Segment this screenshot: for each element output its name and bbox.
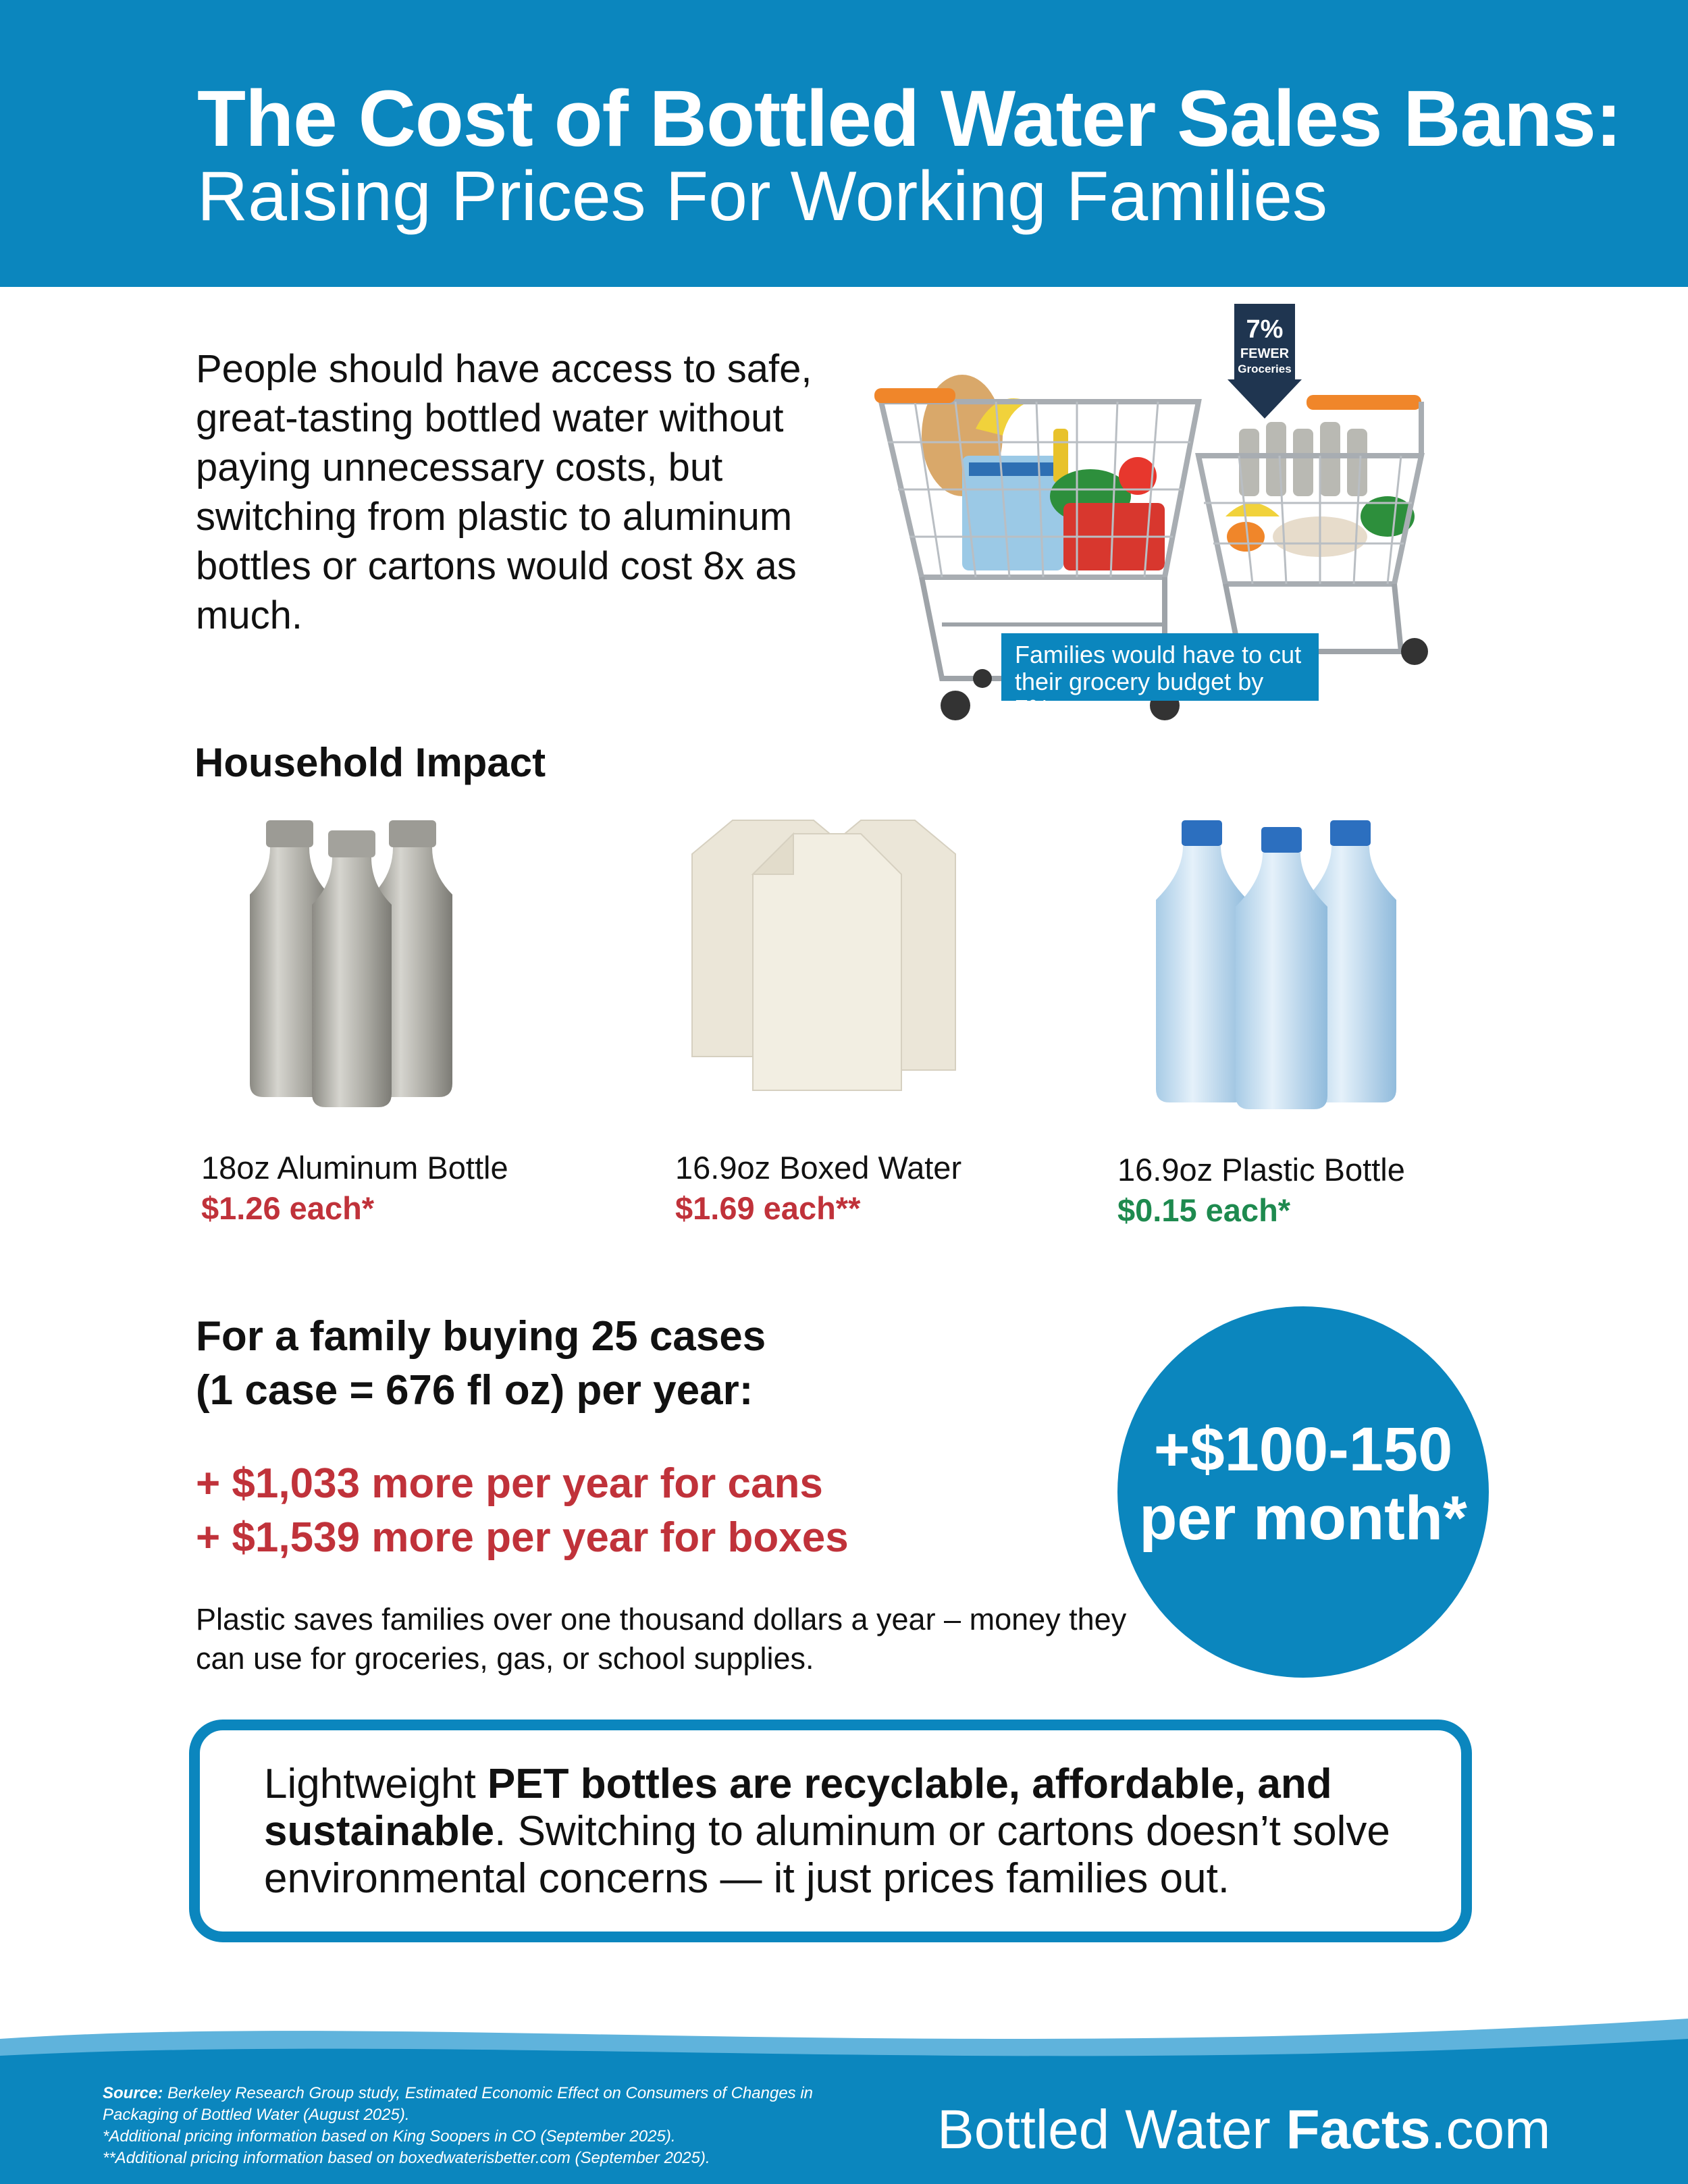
intro-paragraph: People should have access to safe, great-tasting bottled water without paying unnecessary costs, but switching from plastic to aluminum bottles or cartons would cost 8x as much. bbox=[196, 347, 812, 637]
monthly-cost-circle bbox=[1117, 1306, 1489, 1678]
family-heading bbox=[196, 1310, 766, 1418]
page-subtitle: Raising Prices For Working Families bbox=[197, 157, 1328, 236]
monthly-cost-amount: +$100-150 bbox=[1153, 1415, 1453, 1484]
logo-part-1: Bottled Water bbox=[937, 2099, 1286, 2160]
plastic-bottle-price: $0.15 each* bbox=[1117, 1192, 1291, 1228]
pet-callout-lead: Lightweight bbox=[264, 1761, 487, 1807]
pet-callout-bold: PET bottles are recyclable, affordable, and sustainable bbox=[264, 1761, 1332, 1855]
page-title: The Cost of Bottled Water Sales Bans: bbox=[197, 74, 1622, 163]
plastic-bottles-icon bbox=[1155, 814, 1411, 1117]
header-banner bbox=[0, 0, 1688, 287]
pricing-note-2: **Additional pricing information based on boxedwaterisbetter.com (September 2025). bbox=[103, 2149, 710, 2167]
cans-extra-cost: + $1,033 more per year for cans bbox=[196, 1460, 823, 1507]
family-heading-line1: For a family buying 25 cases bbox=[196, 1313, 766, 1360]
boxed-water-price: $1.69 each** bbox=[675, 1190, 861, 1226]
aluminum-bottle-name: 18oz Aluminum Bottle bbox=[201, 1150, 508, 1186]
family-heading-line2: (1 case = 676 fl oz) per year: bbox=[196, 1367, 754, 1414]
plastic-bottle-name: 16.9oz Plastic Bottle bbox=[1117, 1152, 1405, 1188]
down-arrow-icon bbox=[1228, 304, 1302, 419]
monthly-cost-period: per month* bbox=[1139, 1484, 1467, 1553]
bottled-water-facts-logo bbox=[937, 2098, 1550, 2162]
fewer-groceries-badge bbox=[1228, 304, 1302, 419]
source-label: Source: bbox=[103, 2084, 163, 2102]
pricing-note-1: *Additional pricing information based on King Soopers in CO (September 2025). bbox=[103, 2127, 676, 2146]
pet-callout-text bbox=[264, 1761, 1452, 1902]
logo-part-3: .com bbox=[1430, 2099, 1551, 2160]
badge-fewer: FEWER bbox=[1240, 346, 1290, 361]
boxed-water-name: 16.9oz Boxed Water bbox=[675, 1150, 962, 1186]
source-citation bbox=[103, 2083, 879, 2126]
badge-percent: 7% bbox=[1246, 315, 1284, 344]
pet-callout-box bbox=[189, 1720, 1472, 1942]
pet-callout-rest: . Switching to aluminum or cartons doesn’t solve environmental concerns — it just prices families out. bbox=[264, 1808, 1390, 1902]
source-text: Berkeley Research Group study, Estimated Economic Effect on Consumers of Changes in Packaging of Bottled Water (August 2025). bbox=[103, 2084, 814, 2124]
aluminum-bottle-price: $1.26 each* bbox=[201, 1190, 375, 1226]
grocery-cut-caption: Families would have to cut their grocery budget by 7% bbox=[1001, 633, 1319, 701]
plastic-savings-note: Plastic saves families over one thousand dollars a year – money they can use for groceries, gas, or school supplies. bbox=[196, 1602, 1127, 1676]
boxes-extra-cost: + $1,539 more per year for boxes bbox=[196, 1514, 849, 1561]
footer-sources bbox=[103, 2083, 879, 2169]
badge-groceries: Groceries bbox=[1238, 363, 1292, 375]
water-cartons-icon bbox=[685, 814, 969, 1097]
aluminum-bottles-icon bbox=[236, 807, 493, 1117]
logo-part-2: Facts bbox=[1286, 2099, 1431, 2160]
household-impact-title: Household Impact bbox=[194, 740, 546, 785]
